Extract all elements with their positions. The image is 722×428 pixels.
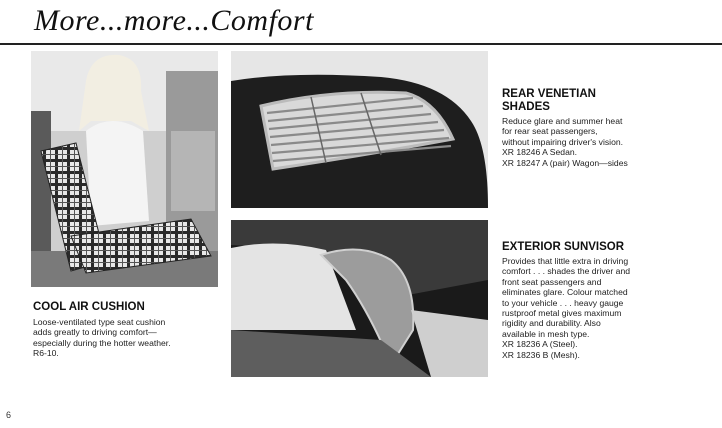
cushion-photo <box>31 51 218 287</box>
page-title: More...more...Comfort <box>34 4 314 37</box>
header-rule <box>0 43 722 45</box>
shades-heading: REAR VENETIAN SHADES <box>502 88 596 113</box>
shades-description: Reduce glare and summer heat for rear seat passengers, without impairing driver's vision. XR 18246 A Sedan. XR 18247 A (pair) Wagon—sides <box>502 116 628 168</box>
sunvisor-heading: EXTERIOR SUNVISOR <box>502 241 625 253</box>
venetian-shades-photo <box>231 51 488 208</box>
sunvisor-photo <box>231 220 488 377</box>
cushion-heading: COOL AIR CUSHION <box>33 301 145 313</box>
cushion-description: Loose-ventilated type seat cushion adds greatly to driving comfort— especially during the hotter weather. R6-10. <box>33 317 171 359</box>
page-number: 6 <box>6 410 12 420</box>
sunvisor-description: Provides that little extra in driving comfort . . . shades the driver and front seat passengers and eliminates glare. Colour matched to your vehicle . . . heavy gauge rustproof metal gives maximum rigidity and durability. Also available in mesh type. XR 18236 A (Steel). XR 18236 B (Mesh). <box>502 256 631 360</box>
